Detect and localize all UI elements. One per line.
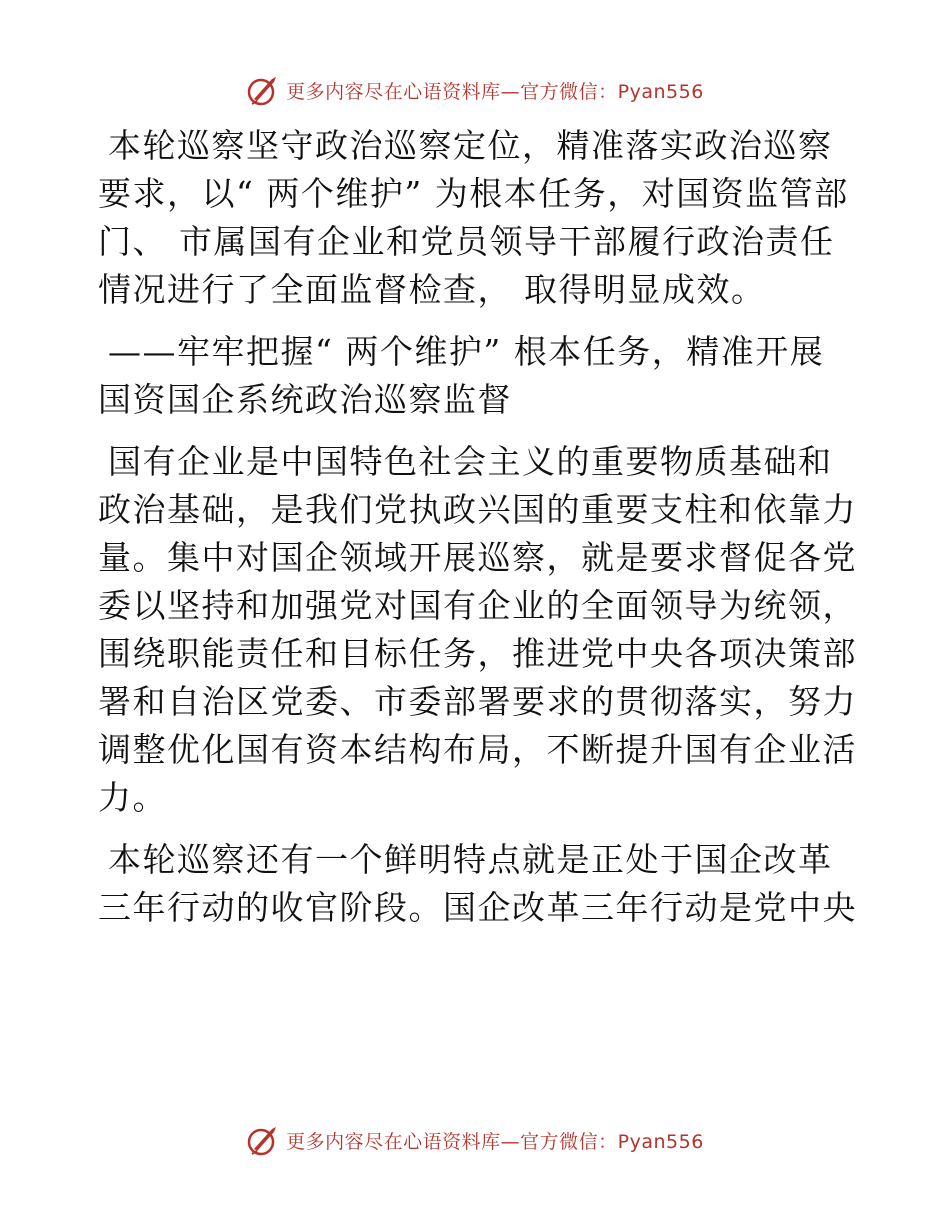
footer-banner-text: 更多内容尽在心语资料库—官方微信：Pyan556 (286, 1130, 704, 1153)
quill-pen-logo-icon (246, 73, 280, 107)
header-banner-text: 更多内容尽在心语资料库—官方微信：Pyan556 (286, 80, 704, 103)
document-body (98, 122, 858, 946)
paragraph-2: ——牢牢把握“ 两个维护” 根本任务，精准开展国资国企系统政治巡察监督 (98, 332, 825, 419)
paragraph-3: 国有企业是中国特色社会主义的重要物质基础和政治基础，是我们党执政兴国的重要支柱和依靠力量。集中对国企领域开展巡察，就是要求督促各党委以坚持和加强党对国有企业的全面领导为统领，围绕职能责任和目标任务，推进党中央各项决策部署和自治区党委、市委部署要求的贯彻落实，努力调整优化国有资本结构布局，不断提升国有企业活力。 (98, 442, 857, 817)
paragraph-4: 本轮巡察还有一个鲜明特点就是正处于国企改革三年行动的收官阶段。国企改革三年行动是党中央 (98, 840, 857, 927)
header-banner (0, 70, 950, 110)
paragraph-1: 本轮巡察坚守政治巡察定位，精准落实政治巡察要求，以“ 两个维护” 为根本任务，对国资监管部门、 市属国有企业和党员领导干部履行政治责任情况进行了全面监督检查， 取得明显成效。 (98, 126, 849, 309)
footer-banner (0, 1120, 950, 1160)
quill-pen-logo-icon (246, 1123, 280, 1157)
